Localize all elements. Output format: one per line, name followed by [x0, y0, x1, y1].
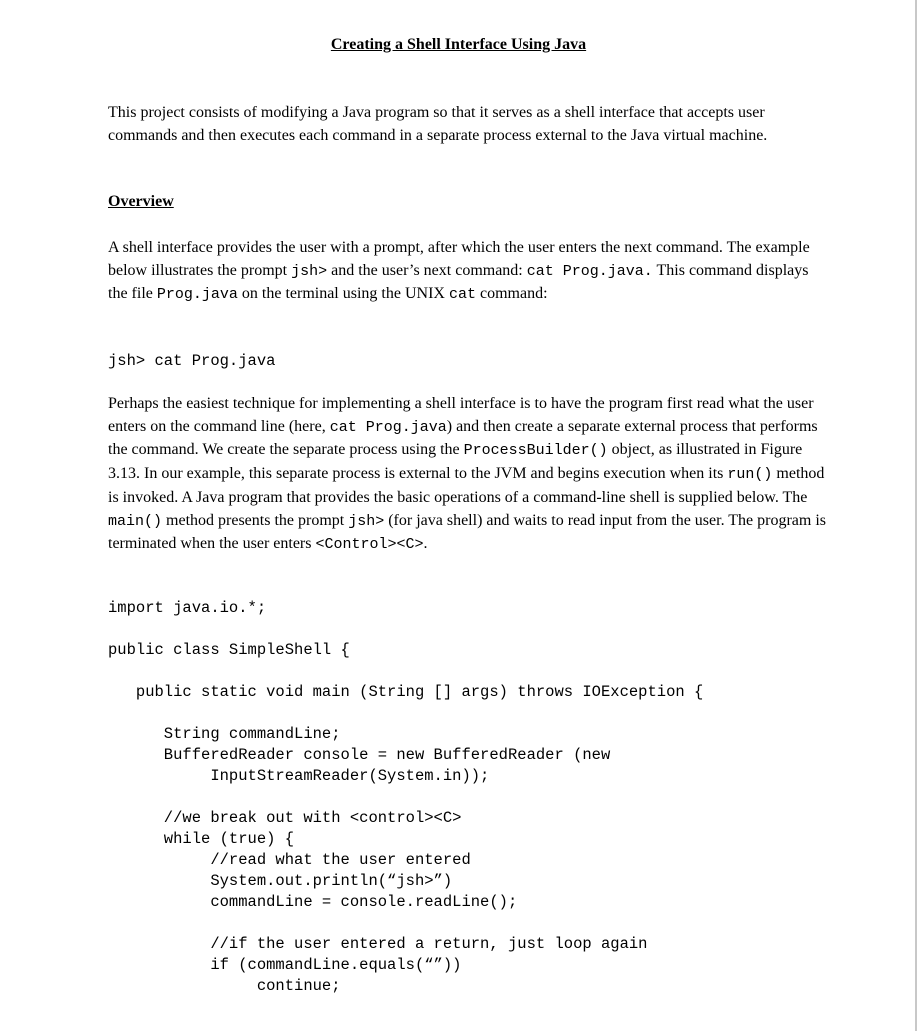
inline-code: jsh>	[291, 262, 328, 280]
inline-code: <Control><C>	[315, 536, 424, 554]
inline-code: run()	[727, 466, 773, 484]
inline-code: cat	[448, 286, 476, 304]
inline-code: main()	[108, 512, 163, 530]
overview-paragraph-2: Perhaps the easiest technique for implementing a shell interface is to have the program first read what the user enters on the command line (here, cat Prog.java) and then create a separate external process that performs the command. We create the separate process using the ProcessBuilder() object, as illustrated in Figure 3.13. In our example, this separate process is external to the JVM and begins execution when its run() method is invoked. A Java program that provides the basic operations of a command-line shell is supplied below. The main() method presents the prompt jsh> (for java shell) and waits to read input from the user. The program is terminated when the user enters <Control><C>.	[108, 395, 827, 554]
example-command: jsh> cat Prog.java	[108, 352, 276, 370]
document-title: Creating a Shell Interface Using Java	[330, 36, 587, 53]
inline-code: cat Prog.java.	[526, 262, 653, 280]
inline-code: ProcessBuilder()	[463, 442, 608, 460]
intro-paragraph: This project consists of modifying a Java program so that it serves as a shell interface that accepts user commands and then executes each command in a separate process external to the Java virtual machine.	[108, 104, 768, 144]
code-body: String commandLine; BufferedReader console = new BufferedReader (new InputStreamReader(System.in)); //we break out with <control><C> while (true) { //read what the user entered System.out.println(“jsh>”) commandLine = console.readLine(); //if the user entered a return, just loop again if (commandLine.equals(“”)) continue;	[163, 725, 648, 995]
overview-paragraph-1: A shell interface provides the user with a prompt, after which the user enters the next command. The example below illustrates the prompt jsh> and the user’s next command: cat Prog.java. This command displays the file Prog.java on the terminal using the UNIX cat command:	[108, 239, 810, 304]
overview-heading: Overview	[108, 193, 174, 210]
inline-code: jsh>	[348, 512, 385, 530]
code-class-declaration: public class SimpleShell {	[108, 641, 350, 659]
inline-code: cat Prog.java	[329, 418, 447, 436]
inline-code: Prog.java	[156, 286, 238, 304]
code-main-declaration: public static void main (String [] args) throws IOException {	[108, 683, 704, 701]
code-import-line: import java.io.*;	[108, 599, 267, 617]
